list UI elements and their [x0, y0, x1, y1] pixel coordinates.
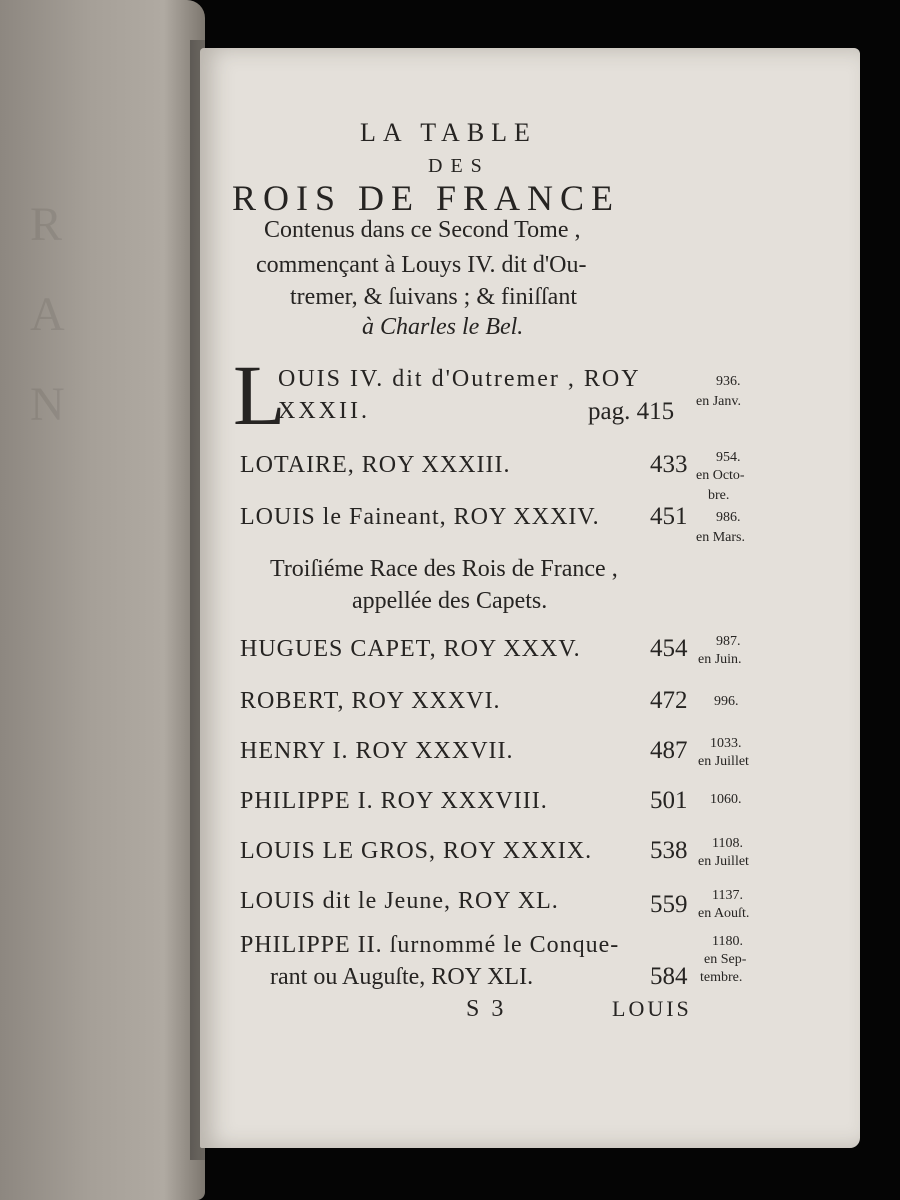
subtitle-line-1: Contenus dans ce Second Tome ,	[264, 217, 581, 243]
entry-louis-iv-line-1: OUIS IV. dit d'Outremer , ROY	[278, 366, 641, 392]
entry-louis-faineant-name: LOUIS le Faineant, ROY XXXIV.	[240, 504, 600, 530]
entry-louis-le-jeune-page: 559	[650, 891, 688, 918]
subtitle-line-3: tremer, & ſuivans ; & finiſſant	[290, 284, 577, 310]
entry-louis-le-gros-date-1: 1108.	[712, 836, 743, 851]
entry-robert-page: 472	[650, 687, 688, 714]
section-heading-line-2: appellée des Capets.	[352, 588, 548, 614]
section-heading-line-1: Troiſiéme Race des Rois de France ,	[270, 556, 618, 582]
entry-henry-i-name: HENRY I. ROY XXXVII.	[240, 738, 514, 764]
entry-hugues-capet-date-2: en Juin.	[698, 652, 742, 667]
entry-hugues-capet-date-1: 987.	[716, 634, 741, 649]
entry-lotaire-date-3: bre.	[708, 488, 730, 503]
entry-louis-iv-date-2: en Janv.	[696, 394, 741, 409]
signature-mark: S 3	[466, 996, 507, 1022]
entry-philippe-i-name: PHILIPPE I. ROY XXXVIII.	[240, 788, 548, 814]
entry-philippe-i-date-1: 1060.	[710, 792, 742, 807]
entry-louis-iv-date-1: 936.	[716, 374, 741, 389]
show-through-text: R A N	[30, 198, 71, 431]
entry-louis-iv-page: pag. 415	[588, 398, 675, 425]
title-line-1: LA TABLE	[360, 118, 537, 147]
drop-cap: L	[233, 347, 286, 443]
entry-louis-faineant-page: 451	[650, 503, 688, 530]
catchword: LOUIS	[612, 996, 692, 1021]
entry-philippe-ii-date-3: tembre.	[700, 970, 743, 985]
entry-philippe-ii-date-1: 1180.	[712, 934, 743, 949]
entry-louis-le-gros-name: LOUIS LE GROS, ROY XXXIX.	[240, 838, 593, 864]
entry-lotaire-name: LOTAIRE, ROY XXXIII.	[240, 452, 511, 478]
entry-hugues-capet-page: 454	[650, 635, 688, 662]
entry-philippe-ii-page: 584	[650, 963, 688, 990]
entry-philippe-ii-line-2: rant ou Auguſte, ROY XLI.	[270, 964, 534, 990]
entry-henry-i-date-1: 1033.	[710, 736, 742, 751]
subtitle-line-2: commençant à Louys IV. dit d'Ou-	[256, 252, 587, 278]
entry-lotaire-page: 433	[650, 451, 688, 478]
title-line-3: ROIS DE FRANCE	[232, 178, 621, 218]
entry-robert-name: ROBERT, ROY XXXVI.	[240, 688, 501, 714]
entry-philippe-ii-line-1: PHILIPPE II. ſurnommé le Conque-	[240, 932, 620, 958]
entry-lotaire-date-2: en Octo-	[696, 468, 745, 483]
entry-henry-i-page: 487	[650, 737, 688, 764]
entry-louis-le-gros-page: 538	[650, 837, 688, 864]
entry-robert-date-1: 996.	[714, 694, 739, 709]
entry-hugues-capet-name: HUGUES CAPET, ROY XXXV.	[240, 636, 581, 662]
entry-louis-faineant-date-2: en Mars.	[696, 530, 745, 545]
title-line-2: DES	[428, 155, 490, 177]
entry-louis-iv-line-2: XXXII.	[278, 398, 370, 424]
entry-henry-i-date-2: en Juillet	[698, 754, 749, 769]
entry-philippe-i-page: 501	[650, 787, 688, 814]
entry-louis-faineant-date-1: 986.	[716, 510, 741, 525]
entry-louis-le-jeune-date-1: 1137.	[712, 888, 743, 903]
entry-philippe-ii-date-2: en Sep-	[704, 952, 747, 967]
entry-louis-le-jeune-name: LOUIS dit le Jeune, ROY XL.	[240, 888, 559, 914]
left-page	[0, 0, 205, 1200]
entry-lotaire-date-1: 954.	[716, 450, 741, 465]
entry-louis-le-gros-date-2: en Juillet	[698, 854, 749, 869]
entry-louis-le-jeune-date-2: en Aouſt.	[698, 906, 750, 921]
subtitle-line-4: à Charles le Bel.	[362, 314, 524, 340]
